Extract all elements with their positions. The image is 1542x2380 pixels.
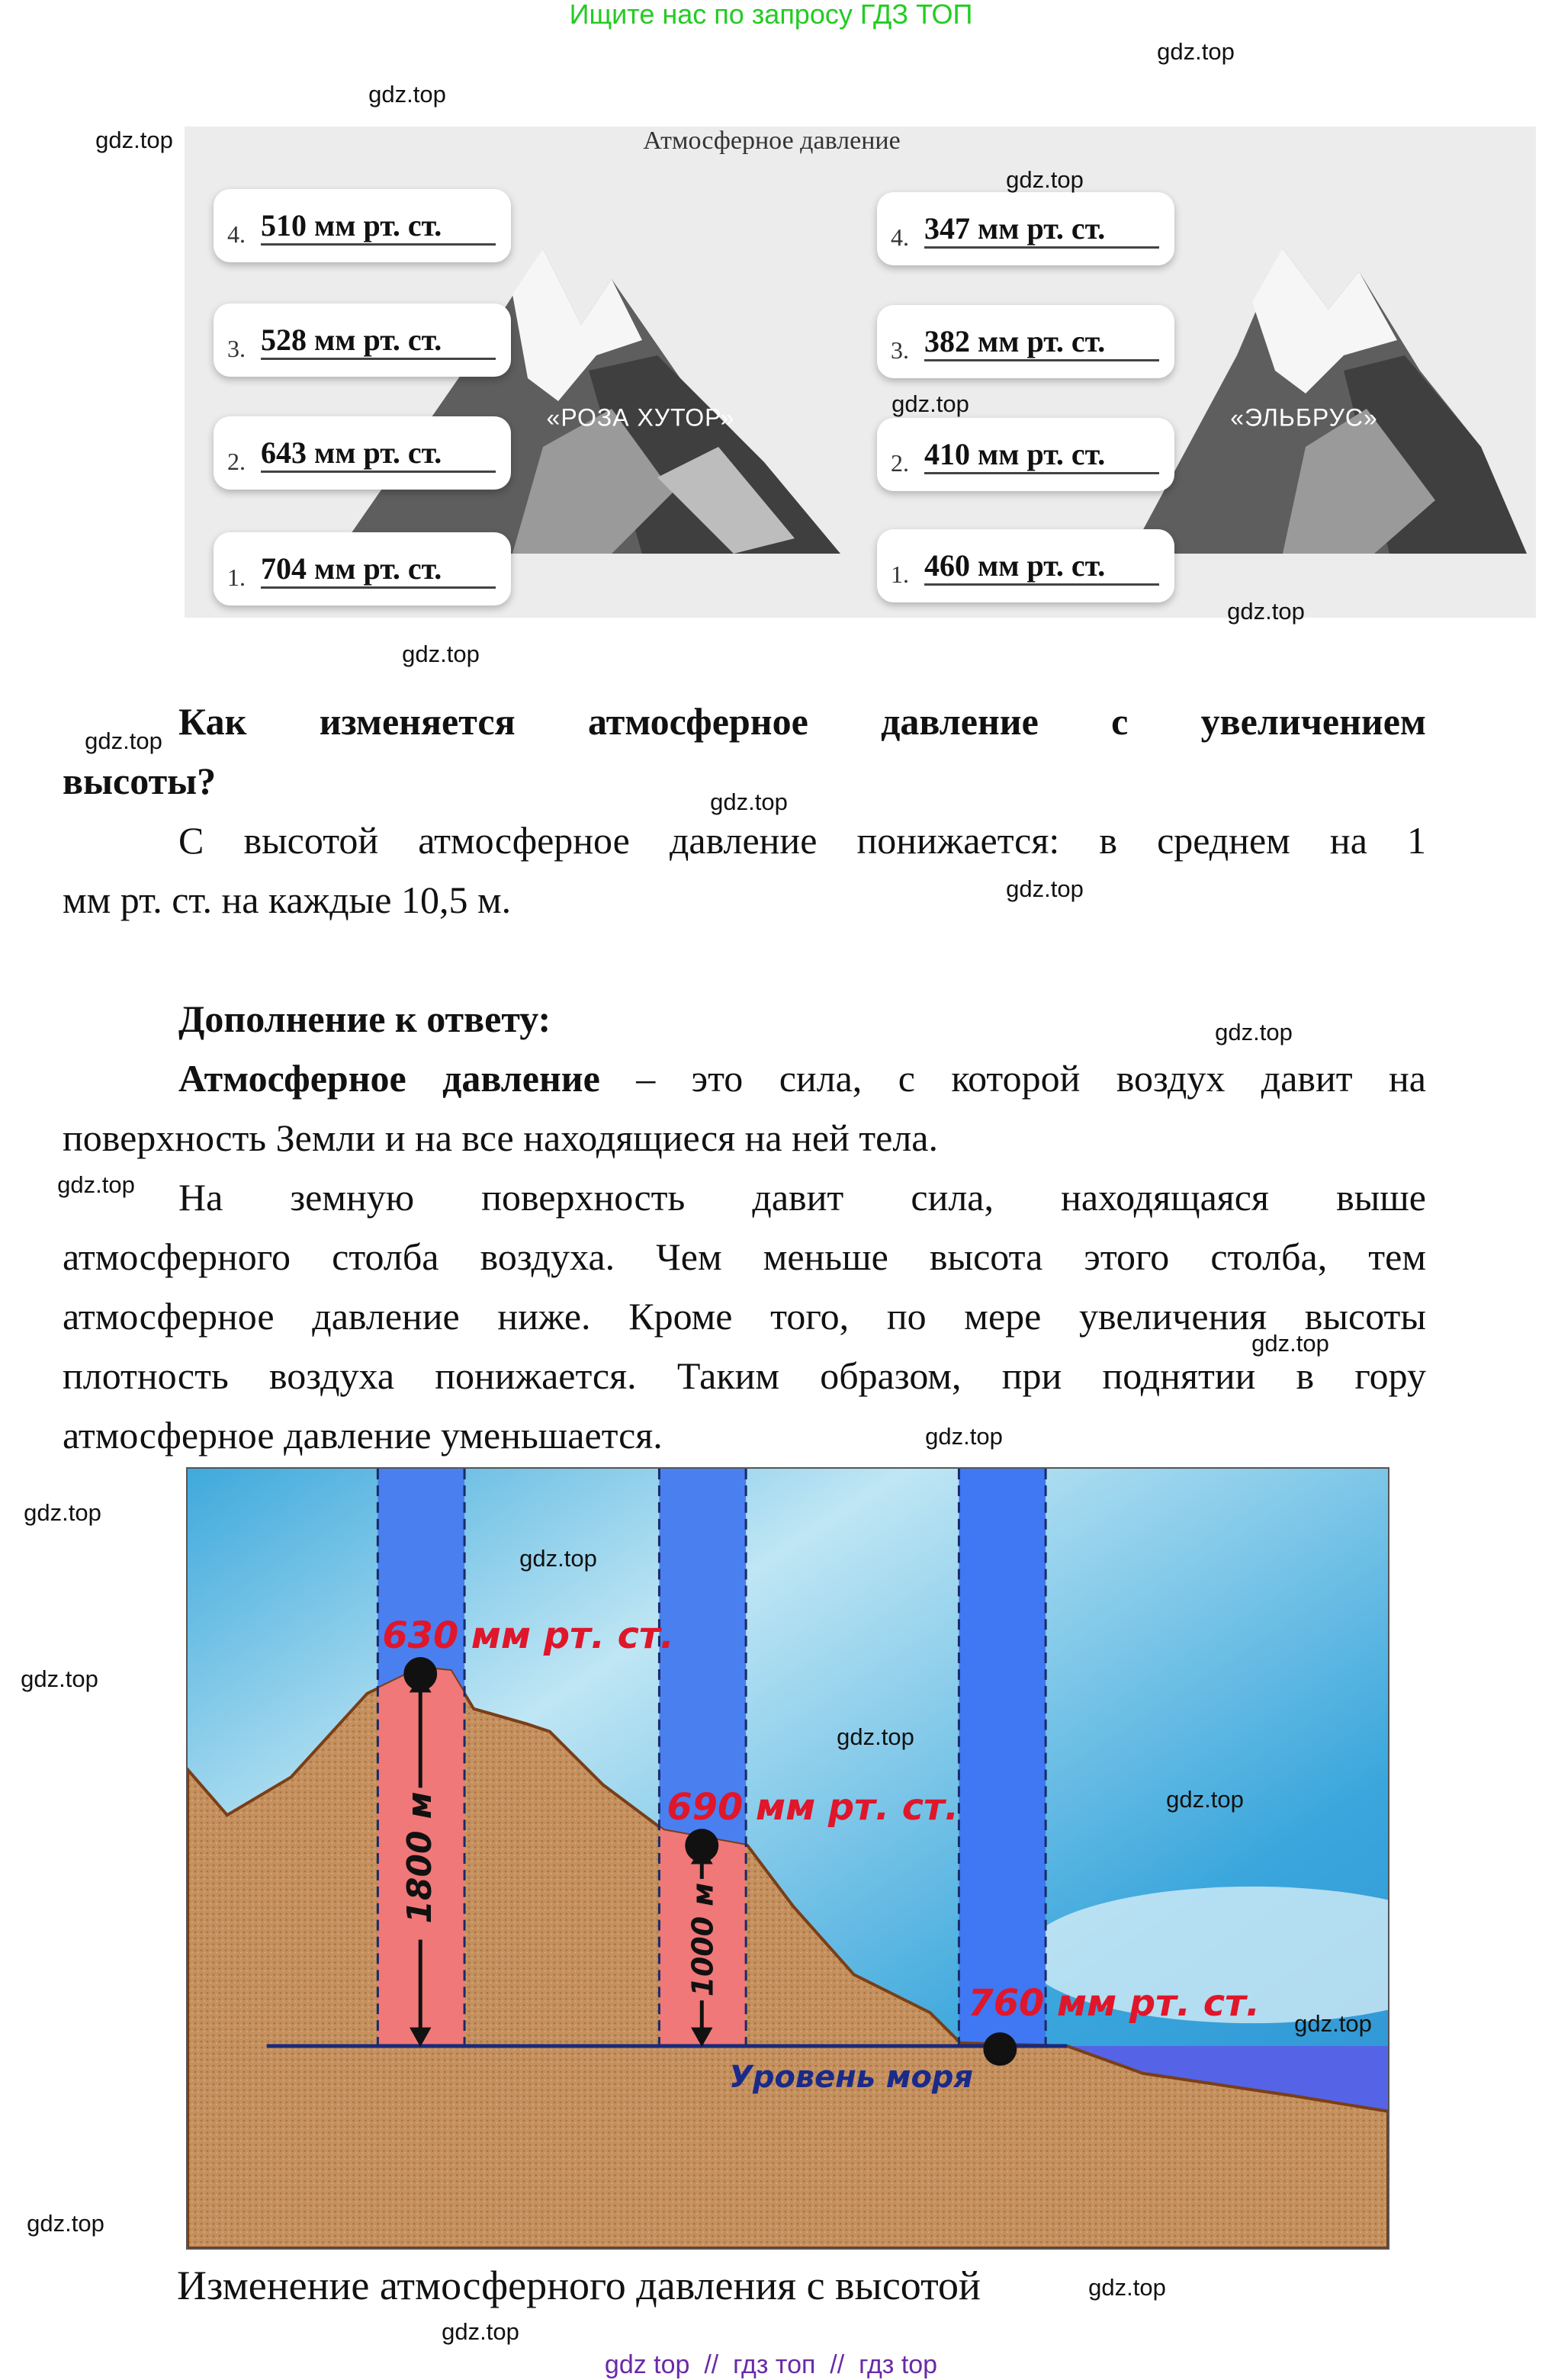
sea-level-label: Уровень моря [729, 2059, 974, 2095]
pressure-altitude-diagram [186, 1467, 1389, 2250]
pressure-label: 2. 643 мм рт. ст. [214, 416, 511, 490]
point-sea-level [983, 2032, 1017, 2066]
addition-title: Дополнение к ответу: [178, 997, 551, 1040]
height-label-1800: 1800 м [400, 1791, 440, 1924]
footer-links[interactable]: gdz top // гдз топ // гдз top [604, 2350, 938, 2379]
point-slope [685, 1829, 718, 1862]
watermark: gdz.top [27, 2210, 104, 2237]
watermark: gdz.top [519, 1545, 597, 1572]
pressure-label: 1. 704 мм рт. ст. [214, 532, 511, 605]
answer-line: С высотой атмосферное давление понижается: в среднем на 1 [178, 819, 1426, 862]
pressure-label: 4. 510 мм рт. ст. [214, 189, 511, 262]
definition-term: Атмосферное давление [178, 1057, 600, 1100]
pressure-label: 3. 382 мм рт. ст. [877, 305, 1174, 378]
watermark: gdz.top [1088, 2274, 1166, 2301]
promo-banner[interactable]: Ищите нас по запросу ГДЗ ТОП [569, 0, 973, 30]
pressure-label: 4. 347 мм рт. ст. [877, 192, 1174, 265]
watermark: gdz.top [24, 1499, 101, 1526]
watermark: gdz.top [925, 1423, 1003, 1450]
pressure-label: 3. 528 мм рт. ст. [214, 304, 511, 377]
explanation-line: атмосферное давление ниже. Кроме того, по мере увеличения высоты [63, 1295, 1426, 1338]
roza-khutor-mountain [337, 249, 840, 554]
textbook-figure-pressure [185, 127, 1536, 618]
watermark: gdz.top [710, 789, 788, 815]
watermark: gdz.top [442, 2318, 519, 2345]
watermark: gdz.top [1215, 1019, 1293, 1045]
watermark: gdz.top [1006, 166, 1084, 193]
pressure-label: 2. 410 мм рт. ст. [877, 418, 1174, 491]
watermark: gdz.top [21, 1665, 98, 1692]
watermark: gdz.top [1166, 1786, 1244, 1813]
answer-line: мм рт. ст. на каждые 10,5 м. [63, 878, 512, 921]
watermark: gdz.top [368, 81, 446, 108]
pressure-label-760: 760 мм рт. ст. [968, 1983, 1261, 2025]
explanation-line: плотность воздуха понижается. Таким образом, при поднятии в гору [63, 1354, 1426, 1397]
figure-caption: Изменение атмосферного давления с высотой [177, 2263, 981, 2308]
watermark: gdz.top [1157, 38, 1235, 65]
elbrus-mountain [1130, 249, 1527, 554]
watermark: gdz.top [1251, 1330, 1329, 1357]
explanation-line: атмосферное давление уменьшается. [63, 1414, 663, 1457]
definition-line: Атмосферное давление – это сила, с которой воздух давит на [178, 1057, 1426, 1100]
watermark: gdz.top [1294, 2010, 1372, 2037]
watermark: gdz.top [95, 127, 173, 153]
definition-line: поверхность Земли и на все находящиеся на ней тела. [63, 1116, 938, 1159]
watermark: gdz.top [1227, 598, 1305, 625]
height-label-1000: 1000 м [686, 1882, 720, 1997]
watermark: gdz.top [57, 1171, 135, 1198]
question-heading: Как изменяется атмосферное давление с увеличением [178, 700, 1426, 743]
explanation-line: На земную поверхность давит сила, находящаяся выше [178, 1176, 1426, 1219]
question-heading-cont: высоты? [63, 760, 217, 802]
point-summit [403, 1657, 437, 1691]
figure-title: Атмосферное давление [643, 127, 901, 155]
watermark: gdz.top [1006, 875, 1084, 902]
diagram-svg [188, 1469, 1388, 2248]
pressure-label-630: 630 мм рт. ст. [382, 1615, 674, 1658]
watermark: gdz.top [402, 641, 480, 667]
pressure-label: 1. 460 мм рт. ст. [877, 529, 1174, 602]
watermark: gdz.top [85, 727, 162, 754]
mountain-label-roza-khutor: «РОЗА ХУТОР» [546, 403, 735, 432]
explanation-line: атмосферного столба воздуха. Чем меньше высота этого столба, тем [63, 1235, 1426, 1278]
watermark: gdz.top [837, 1723, 914, 1750]
watermark: gdz.top [891, 390, 969, 417]
pressure-label-690: 690 мм рт. ст. [667, 1787, 959, 1829]
mountain-label-elbrus: «ЭЛЬБРУС» [1230, 403, 1378, 432]
